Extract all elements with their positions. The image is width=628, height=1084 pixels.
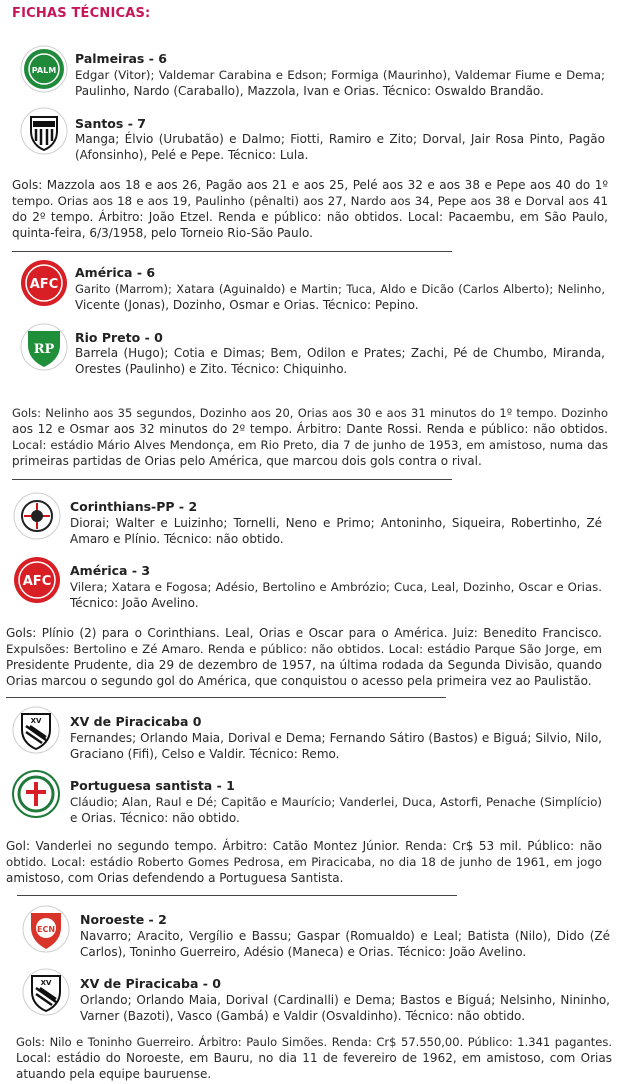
match-summary-line: do 2º tempo. Árbitro: João Etzel. Renda e público: não obtidos. Local: Pacaembu, em São Paulo,: [12, 210, 608, 224]
match-summary-line: obtido. Local: estádio Roberto Gomes Pedrosa, em Piracicaba, no dia 18 de junho de 1961, em jogo: [6, 855, 602, 869]
match-summary-line: Gols: Plínio (2) para o Corinthians. Leal, Orias e Oscar para o América. Juiz: Benedito Francisco.: [6, 626, 602, 640]
svg-text:AFC: AFC: [22, 574, 52, 589]
team-name: América - 6: [75, 265, 156, 280]
match-summary-line: Gol: Vanderlei no segundo tempo. Árbitro: Catão Montez Júnior. Renda: Cr$ 53 mil. Público: não: [6, 839, 602, 853]
team-lineup-line: Orestes (Paulinho) e Zito. Técnico: Chiquinho.: [75, 362, 348, 376]
team-lineup-line: Diorai; Walter e Luizinho; Tornelli, Neno e Primo; Antoninho, Siqueira, Robertinho, Zé: [70, 516, 602, 530]
team-name: Palmeiras - 6: [75, 51, 167, 66]
match-summary-line: tempo. Orias aos 18 e aos 19, Paulinho (pênalti) aos 27, Nardo aos 34, Pepe aos 38 e Dorval aos 41: [12, 194, 608, 208]
team-name: Corinthians-PP - 2: [70, 499, 198, 514]
team-lineup-line: Manga; Élvio (Urubatão) e Dalmo; Fiotti, Ramiro e Zito; Dorval, Jair Rosa Pinto, Pagão: [75, 132, 605, 146]
divider: [17, 895, 457, 896]
team-lineup-line: Carlos), Toninho Guerreiro, Adésio (Maneca) e Orias. Técnico: João Avelino.: [80, 945, 527, 959]
match-summary-line: amistoso, com Orias defendendo a Portuguesa Santista.: [6, 871, 344, 885]
team-name: XV de Piracicaba - 0: [80, 976, 221, 991]
corinthians-pp-crest-icon: [13, 492, 61, 540]
divider: [12, 251, 452, 252]
match-summary-line: atuando pela equipe bauruense.: [16, 1067, 212, 1081]
team-lineup-line: Edgar (Vitor); Valdemar Carabina e Edson; Formiga (Maurinho), Valdemar Fiume e Dema;: [75, 68, 605, 82]
divider: [6, 697, 446, 698]
svg-text:XV: XV: [30, 717, 42, 725]
svg-text:XV: XV: [40, 979, 52, 987]
team-name: Portuguesa santista - 1: [70, 778, 235, 793]
america-crest-icon: [13, 556, 61, 604]
page-title: FICHAS TÉCNICAS:: [12, 6, 151, 21]
team-lineup-line: (Afonsinho), Pelé e Pepe. Técnico: Lula.: [75, 148, 309, 162]
match-summary-line: Gols: Nelinho aos 35 segundos, Dozinho aos 20, Orias aos 30 e aos 31 minutos do 1º tempo. Dozinho: [12, 406, 608, 420]
team-lineup-line: Orlando; Orlando Maia, Dorival (Cardinalli) e Dema; Bastos e Biguá; Nelsinho, Nininho,: [80, 993, 610, 1007]
match-summary-line: Presidente Prudente, dia 29 de dezembro de 1957, na última rodada da Segunda Divisão, quando: [6, 658, 602, 672]
svg-text:AFC: AFC: [29, 277, 59, 292]
match-summary-line: aos 12 e Osmar aos 32 minutos do 2º tempo. Árbitro: Dante Rossi. Renda e público: não obtidos.: [12, 422, 608, 436]
svg-text:PALM: PALM: [31, 66, 57, 75]
match-summary-line: primeiras partidas de Orias pelo América, que marcou dois gols contra o rival.: [12, 454, 482, 468]
team-lineup-line: Fernandes; Orlando Maia, Dorival e Dema; Fernando Sátiro (Bastos) e Biguá; Silvio, Nilo,: [70, 731, 602, 745]
match-summary-line: Local: estádio do Noroeste, em Bauru, no dia 11 de fevereiro de 1962, em amistoso, com Orias: [16, 1051, 612, 1065]
team-lineup-line: Técnico: João Avelino.: [70, 596, 199, 610]
team-lineup-line: Amaro e Plínio. Técnico: não obtido.: [70, 532, 284, 546]
team-name: Noroeste - 2: [80, 912, 167, 927]
team-name: Santos - 7: [75, 116, 146, 131]
team-lineup-line: Garito (Marrom); Xatara (Aguinaldo) e Martin; Tuca, Aldo e Dicão (Carlos Alberto); Nelinho,: [75, 282, 605, 296]
team-lineup-line: Varner (Bazoti), Vasco (Gambá) e Valdir (Osvaldinho). Técnico: não obtido.: [80, 1009, 526, 1023]
divider: [12, 479, 452, 480]
america-crest-icon: [20, 259, 68, 307]
team-lineup-line: Vilera; Xatara e Fogosa; Adésio, Bertolino e Ambrózio; Cuca, Leal, Dozinho, Oscar e Orias.: [70, 580, 602, 594]
team-name: XV de Piracicaba 0: [70, 714, 202, 729]
svg-text:ECN: ECN: [36, 925, 56, 934]
xv-piracicaba-crest-icon: [12, 706, 60, 754]
team-lineup-line: Paulinho, Nardo (Caraballo), Mazzola, Ivan e Orias. Técnico: Oswaldo Brandão.: [75, 84, 544, 98]
match-summary-line: quinta-feira, 6/3/1958, pelo Torneio Rio-São Paulo.: [12, 226, 313, 240]
portuguesa-santista-crest-icon: [12, 770, 60, 818]
team-lineup-line: Graciano (Fifi), Celso e Valdir. Técnico: Remo.: [70, 747, 340, 761]
palmeiras-crest-icon: [20, 45, 68, 93]
match-summary-line: Gols: Mazzola aos 18 e aos 26, Pagão aos 21 e aos 25, Pelé aos 32 e aos 38 e Pepe aos 40 do 1º: [12, 178, 608, 192]
rio-preto-crest-icon: [20, 323, 68, 371]
xv-piracicaba-crest-icon: [22, 968, 70, 1016]
santos-crest-icon: [20, 107, 68, 155]
team-lineup-line: e Orias. Técnico: não obtido.: [70, 811, 240, 825]
team-lineup-line: Navarro; Aracito, Vergílio e Bassu; Gaspar (Romualdo) e Leal; Batista (Nilo), Dido (Zé: [80, 929, 610, 943]
team-name: América - 3: [70, 563, 151, 578]
match-summary-line: Expulsões: Bertolino e Zé Amaro. Renda e público: não obtidos. Local: estádio Parque São Jorge, em: [6, 642, 602, 656]
match-summary-line: Local: estádio Mário Alves Mendonça, em Rio Preto, dia 7 de junho de 1953, em amistoso, numa das: [12, 438, 608, 452]
team-lineup-line: Cláudio; Alan, Raul e Dé; Capitão e Maurício; Vanderlei, Duca, Astorfi, Penache (Simplício): [70, 795, 602, 809]
match-summary-line: Orias marcou o segundo gol do América, que conquistou o acesso pela primeira vez ao Paulistão.: [6, 674, 592, 688]
match-summary-line: Gols: Nilo e Toninho Guerreiro. Árbitro: Paulo Simões. Renda: Cr$ 57.550,00. Público: 1.341 pagantes.: [16, 1035, 612, 1049]
svg-text:RP: RP: [33, 342, 55, 357]
team-name: Rio Preto - 0: [75, 330, 163, 345]
team-lineup-line: Vicente (Jonas), Dozinho, Osmar e Orias. Técnico: Pepino.: [75, 298, 419, 312]
noroeste-crest-icon: [22, 905, 70, 953]
team-lineup-line: Barrela (Hugo); Cotia e Dimas; Bem, Odilon e Prates; Zachi, Pé de Chumbo, Miranda,: [75, 346, 605, 360]
